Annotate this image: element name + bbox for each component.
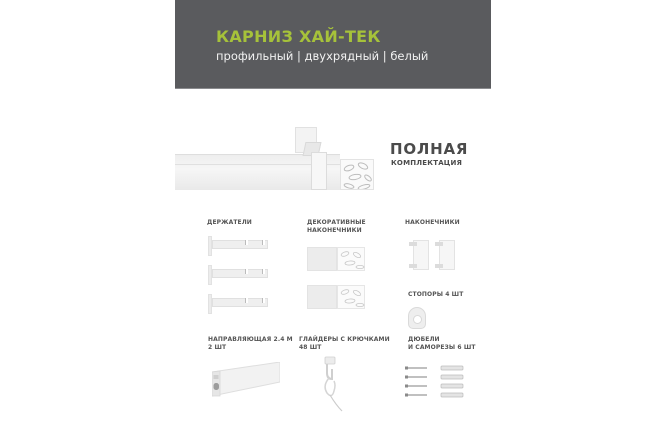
wall-bracket-icon xyxy=(208,294,268,314)
product-subtitle: профильный | двухрядный | белый xyxy=(216,49,429,63)
decorative-end-cap-icon xyxy=(307,247,367,271)
label-end-caps: НАКОНЕЧНИКИ xyxy=(405,219,460,226)
end-cap-icon xyxy=(409,240,431,270)
label-gliders: ГЛАЙДЕРЫ С КРЮЧКАМИ 48 ШТ xyxy=(299,336,390,351)
wall-bracket-icon xyxy=(208,265,268,285)
glider-hook-icon xyxy=(318,355,348,415)
product-title: КАРНИЗ ХАЙ-ТЕК xyxy=(216,27,381,46)
hero-decorative-tip-icon xyxy=(340,159,374,190)
label-guide-rail: НАПРАВЛЯЮЩАЯ 2.4 М 2 ШТ xyxy=(208,336,293,351)
label-decorative-caps: ДЕКОРАТИВНЫЕ НАКОНЕЧНИКИ xyxy=(307,219,366,234)
title-banner xyxy=(175,0,491,89)
full-kit-headline: ПОЛНАЯ xyxy=(390,140,469,158)
label-screws: ДЮБЕЛИ И САМОРЕЗЫ 6 ШТ xyxy=(408,336,476,351)
wall-bracket-icon xyxy=(208,236,268,256)
hero-bracket-icon xyxy=(311,152,327,190)
label-stoppers: СТОПОРЫ 4 ШТ xyxy=(408,291,464,298)
rail-profile-icon xyxy=(212,362,280,398)
stopper-icon xyxy=(408,307,426,329)
screws-dowels-icon xyxy=(405,365,465,405)
label-holders: ДЕРЖАТЕЛИ xyxy=(207,219,252,226)
end-cap-icon xyxy=(435,240,457,270)
decorative-end-cap-icon xyxy=(307,285,367,309)
full-kit-subheadline: КОМПЛЕКТАЦИЯ xyxy=(391,159,463,167)
